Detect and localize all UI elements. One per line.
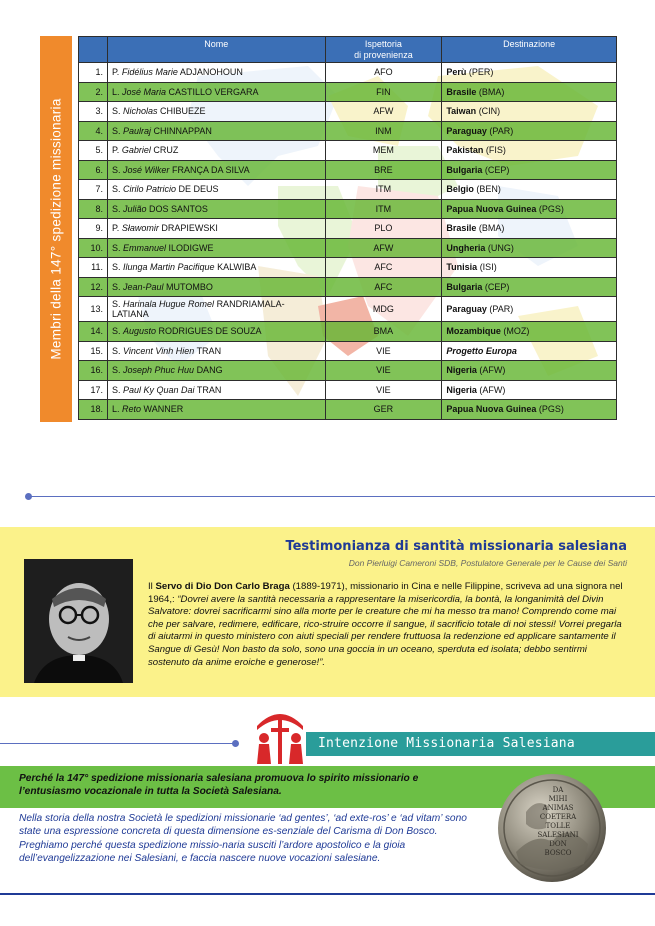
row-number: 18. (79, 400, 108, 420)
testimony-quote: “Dovrei avere la santità necessaria a rappresentare la misericordia, la bontà, la longanimità del Divin Salvatore: dovrei sacrificarmi sino alla morte per le creature che mi ha messo tra mano! Comprendo come mai che per salvare, redimere, edificare, rico-struire occorre il sangue, il sacrificio totale di noi stessi! Vorrei pregarla di aiutarmi in questo ministero con aiuti speciali per rendere fruttuosa la redenzione ed applicare santamente il Sangue di Gesù! Non basto da solo, sono una goccia in un oceano, sperduta ed isolata; debbo sentirmi sostenuto da anime eroiche e generose!”. (148, 593, 622, 668)
member-name (107, 258, 325, 278)
row-number: 16. (79, 361, 108, 381)
member-given-name: Julião (123, 203, 147, 214)
divider-line (28, 496, 655, 497)
member-destination (442, 238, 617, 258)
table-row (79, 180, 617, 200)
member-ispettoria: GER (325, 400, 442, 420)
member-given-name: Reto (122, 404, 142, 415)
member-ispettoria: FIN (325, 82, 442, 102)
row-number: 9. (79, 219, 108, 239)
member-title: P. (111, 145, 120, 156)
don-bosco-medal (496, 772, 608, 884)
member-title: S. (111, 203, 121, 214)
table-row (79, 63, 617, 83)
member-given-name: Augusto (123, 326, 157, 337)
member-given-name: José Maria (122, 86, 167, 97)
table-row (79, 82, 617, 102)
bottom-rule (0, 893, 655, 895)
table-row (79, 322, 617, 342)
destination-code: (CEP) (484, 164, 510, 175)
destination-code: (AFW) (479, 365, 506, 376)
table-row (79, 102, 617, 122)
table-row (79, 341, 617, 361)
testimony-years: (1889-1971), missionario in Cina e nelle Filippine, scriveva ad una signora nel 1964,: (148, 581, 623, 605)
member-title: S. (111, 345, 121, 356)
member-destination (442, 361, 617, 381)
row-number: 7. (79, 180, 108, 200)
member-family-name: CASTILLO VERGARA (168, 86, 259, 97)
member-family-name: DRAPIEWSKI (161, 223, 218, 234)
member-destination (442, 102, 617, 122)
medal-inscription-line: MIHI (548, 795, 568, 803)
members-table-container (78, 36, 617, 426)
row-number: 1. (79, 63, 108, 83)
side-label: Membri della 147° spedizione missionaria (48, 98, 64, 360)
member-title: L. (111, 86, 120, 97)
destination-code: (CIN) (478, 106, 501, 117)
member-family-name: DANG (196, 365, 223, 376)
table-row (79, 219, 617, 239)
member-given-name: Harinala Hugue Romel (123, 299, 215, 309)
row-number: 3. (79, 102, 108, 122)
destination-code: (BEN) (476, 184, 501, 195)
destination-country: Paraguay (446, 125, 487, 136)
intention-banner-title: Intenzione Missionaria Salesiana (318, 736, 575, 751)
destination-code: (BMA) (478, 86, 505, 97)
destination-country: Tunisia (446, 262, 478, 273)
member-destination (442, 380, 617, 400)
member-name (107, 277, 325, 297)
row-number: 13. (79, 297, 108, 322)
member-ispettoria: VIE (325, 341, 442, 361)
member-destination (442, 160, 617, 180)
member-ispettoria: PLO (325, 219, 442, 239)
row-number: 11. (79, 258, 108, 278)
testimony-intro: Il (148, 581, 156, 592)
table-row (79, 361, 617, 381)
destination-code: (AFW) (479, 384, 506, 395)
servant-name: Servo di Dio Don Carlo Braga (155, 581, 290, 592)
salesian-logo-icon (251, 706, 309, 768)
destination-code: (PAR) (489, 125, 514, 136)
medal-inscription-line: BOSCO (544, 849, 572, 857)
intention-body: Nella storia della nostra Società le spedizioni missionarie ‘ad gentes’, ‘ad exte-ros’ e ‘ad vitam’ sono state una espressione concreta di questa dimensione es-senziale del Carisma di Don Bosco. Preghiamo perché questa spedizione missio-naria susciti l’ardore apostolico e la gioia dell’evangelizzazione nei Salesiani, e faccia nascere nuove vocazioni salesiane. (19, 813, 467, 865)
destination-code: (PGS) (538, 203, 564, 214)
member-ispettoria: MDG (325, 297, 442, 322)
member-ispettoria: BMA (325, 322, 442, 342)
table-row (79, 199, 617, 219)
destination-country: Progetto Europa (446, 345, 517, 356)
member-title: S. (111, 262, 121, 273)
member-given-name: José Wilker (123, 164, 170, 175)
member-destination (442, 400, 617, 420)
member-family-name: ILODIGWE (168, 242, 214, 253)
header-ispettoria: Ispettoria di provenienza (325, 37, 442, 63)
member-given-name: Joseph Phuc Huu (123, 365, 195, 376)
member-title: S. (111, 125, 121, 136)
header-name: Nome (107, 37, 325, 63)
row-number: 17. (79, 380, 108, 400)
destination-country: Papua Nuova Guinea (446, 404, 537, 415)
destination-country: Nigeria (446, 365, 477, 376)
member-destination (442, 219, 617, 239)
member-destination (442, 297, 617, 322)
member-title: S. (111, 299, 121, 309)
member-title: P. (111, 223, 120, 234)
row-number: 14. (79, 322, 108, 342)
row-number: 2. (79, 82, 108, 102)
intention-divider-dot (232, 740, 239, 747)
row-number: 10. (79, 238, 108, 258)
member-name (107, 160, 325, 180)
medal-inscription-line: COETERA (539, 813, 577, 821)
member-destination (442, 82, 617, 102)
testimony-title: Testimonianza di santità missionaria salesiana (285, 539, 627, 554)
member-name (107, 121, 325, 141)
testimony-section (0, 527, 655, 697)
member-ispettoria: VIE (325, 380, 442, 400)
divider-dot (25, 493, 32, 500)
member-family-name: TRAN (196, 384, 222, 395)
destination-code: (ISI) (479, 262, 497, 273)
member-ispettoria: AFC (325, 277, 442, 297)
destination-country: Belgio (446, 184, 474, 195)
table-row (79, 160, 617, 180)
member-given-name: Paul Ky Quan Dai (123, 384, 195, 395)
testimony-body (148, 581, 628, 669)
member-family-name: FRANÇA DA SILVA (171, 164, 250, 175)
member-name (107, 102, 325, 122)
row-number: 12. (79, 277, 108, 297)
member-ispettoria: MEM (325, 141, 442, 161)
row-number: 15. (79, 341, 108, 361)
member-title: S. (111, 164, 121, 175)
members-table (78, 36, 617, 420)
table-row (79, 380, 617, 400)
member-title: S. (111, 384, 121, 395)
member-ispettoria: ITM (325, 199, 442, 219)
member-name (107, 361, 325, 381)
member-given-name: Paulraj (123, 125, 152, 136)
member-destination (442, 63, 617, 83)
destination-country: Paraguay (446, 304, 487, 314)
member-given-name: Nicholas (123, 106, 158, 117)
member-destination (442, 258, 617, 278)
member-family-name: CHIBUEZE (160, 106, 206, 117)
destination-country: Pakistan (446, 145, 484, 156)
destination-code: (MOZ) (503, 326, 530, 337)
header-number (79, 37, 108, 63)
member-ispettoria: AFO (325, 63, 442, 83)
destination-country: Papua Nuova Guinea (446, 203, 537, 214)
member-family-name: WANNER (143, 404, 184, 415)
member-name (107, 63, 325, 83)
table-row (79, 141, 617, 161)
destination-country: Brasile (446, 223, 477, 234)
member-given-name: Jean-Paul (123, 281, 164, 292)
table-row (79, 238, 617, 258)
side-label-tab (40, 36, 72, 422)
destination-code: (CEP) (484, 281, 510, 292)
table-row (79, 277, 617, 297)
member-family-name: KALWIBA (217, 262, 257, 273)
member-ispettoria: VIE (325, 361, 442, 381)
member-ispettoria: BRE (325, 160, 442, 180)
member-title: S. (111, 365, 121, 376)
testimony-subtitle: Don Pierluigi Cameroni SDB, Postulatore Generale per le Cause dei Santi (348, 558, 627, 568)
member-name (107, 297, 325, 322)
member-name (107, 199, 325, 219)
member-title: S. (111, 184, 121, 195)
member-family-name: RANDRIAMALA-LATIANA (111, 299, 285, 319)
member-ispettoria: ITM (325, 180, 442, 200)
row-number: 8. (79, 199, 108, 219)
destination-code: (PAR) (489, 304, 514, 314)
member-name (107, 238, 325, 258)
member-ispettoria: INM (325, 121, 442, 141)
destination-country: Brasile (446, 86, 477, 97)
member-ispettoria: AFC (325, 258, 442, 278)
member-title: L. (111, 404, 120, 415)
destination-code: (PER) (468, 67, 494, 78)
destination-country: Bulgaria (446, 164, 483, 175)
member-name (107, 82, 325, 102)
medal-inscription-line: TOLLE (545, 822, 571, 830)
member-given-name: Gabriel (121, 145, 151, 156)
member-destination (442, 322, 617, 342)
member-name (107, 219, 325, 239)
member-title: P. (111, 67, 120, 78)
table-row (79, 400, 617, 420)
member-family-name: MUTOMBO (166, 281, 213, 292)
medal-inscription-line: DON (549, 840, 567, 848)
intention-divider-line (0, 743, 237, 744)
member-destination (442, 341, 617, 361)
medal-inscription-line: DA (552, 786, 564, 794)
row-number: 4. (79, 121, 108, 141)
destination-code: (PGS) (538, 404, 564, 415)
member-given-name: Ilunga Martin Pacifique (123, 262, 215, 273)
destination-code: (UNG) (487, 242, 514, 253)
intention-prayer: Perché la 147° spedizione missionaria salesiana promuova lo spirito missionario e l’entusiasmo vocazionale in tutta la Società Salesiana. (19, 773, 419, 797)
destination-code: (BMA) (478, 223, 505, 234)
destination-country: Bulgaria (446, 281, 483, 292)
member-family-name: TRAN (196, 345, 222, 356)
destination-country: Taiwan (446, 106, 477, 117)
member-name (107, 380, 325, 400)
row-number: 5. (79, 141, 108, 161)
portrait-photo (24, 559, 133, 683)
member-name (107, 180, 325, 200)
member-title: S. (111, 281, 121, 292)
member-title: S. (111, 326, 121, 337)
medal-inscription-line: ANIMAS (542, 804, 574, 812)
member-family-name: CRUZ (153, 145, 179, 156)
medal-inscription-line: SALESIANI (537, 831, 579, 839)
member-given-name: Emmanuel (123, 242, 167, 253)
destination-country: Ungheria (446, 242, 486, 253)
member-ispettoria: AFW (325, 238, 442, 258)
destination-country: Perù (446, 67, 467, 78)
member-title: S. (111, 242, 121, 253)
member-given-name: Sławomir (121, 223, 159, 234)
member-destination (442, 199, 617, 219)
destination-country: Mozambique (446, 326, 501, 337)
member-family-name: DOS SANTOS (149, 203, 208, 214)
member-family-name: ADJANOHOUN (179, 67, 243, 78)
member-given-name: Vincent Vinh Hien (123, 345, 195, 356)
member-destination (442, 277, 617, 297)
member-family-name: RODRIGUES DE SOUZA (158, 326, 262, 337)
member-ispettoria: AFW (325, 102, 442, 122)
header-destinazione: Destinazione (442, 37, 617, 63)
member-name (107, 322, 325, 342)
destination-code: (FIS) (485, 145, 506, 156)
table-row (79, 258, 617, 278)
table-row (79, 297, 617, 322)
member-name (107, 341, 325, 361)
row-number: 6. (79, 160, 108, 180)
member-given-name: Cirilo Patricio (123, 184, 177, 195)
member-name (107, 400, 325, 420)
table-row (79, 121, 617, 141)
member-family-name: CHINNAPPAN (153, 125, 212, 136)
member-given-name: Fidélius Marie (121, 67, 178, 78)
member-name (107, 141, 325, 161)
destination-country: Nigeria (446, 384, 477, 395)
member-destination (442, 121, 617, 141)
member-destination (442, 180, 617, 200)
member-family-name: DE DEUS (178, 184, 219, 195)
intention-banner (306, 732, 655, 756)
member-title: S. (111, 106, 121, 117)
member-destination (442, 141, 617, 161)
